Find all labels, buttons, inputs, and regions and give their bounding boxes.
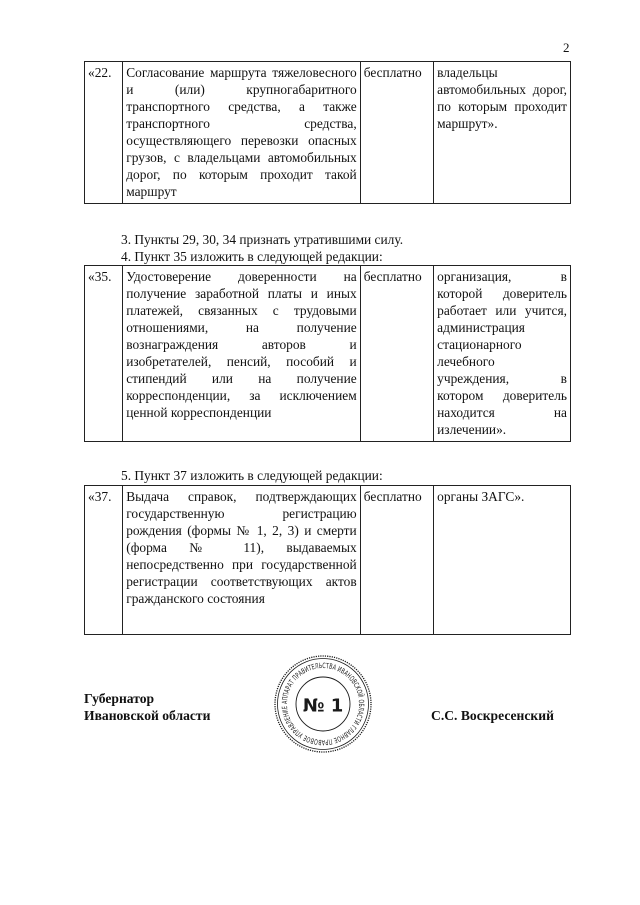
paragraph-4: 4. Пункт 35 изложить в следующей редакции:	[121, 249, 383, 264]
signatory-position	[84, 690, 210, 724]
table-row	[85, 266, 571, 442]
services-table-item-37	[84, 485, 571, 635]
paragraph-5: 5. Пункт 37 изложить в следующей редакции:	[121, 468, 383, 483]
stamp-ring-text: АППАРАТ ПРАВИТЕЛЬСТВА ИВАНОВСКОЙ ОБЛАСТИ ГЛАВНОЕ ПРАВОВОЕ УПРАВЛЕНИЕ	[279, 660, 367, 748]
item-number: «22.	[85, 62, 123, 204]
service-name: Согласование маршрута тяжеловесного и (или) крупногабаритного транспортного средства, а также транспортного средства, осуществляющего перевозки опасных грузов, с владельцами автомобильных дорог, по которым проходит такой маршрут	[123, 62, 360, 204]
signatory-position-line2: Ивановской области	[84, 708, 211, 723]
official-stamp	[273, 654, 373, 754]
service-price: бесплатно	[360, 266, 433, 442]
signatory-name: С.С. Воскресенский	[431, 708, 554, 723]
services-table-item-22	[84, 61, 571, 204]
table-row	[85, 486, 571, 635]
service-provider: владельцы автомобильных дорог, по которым проходит маршрут».	[434, 62, 571, 204]
page-number: 2	[563, 40, 570, 55]
paragraph-3: 3. Пункты 29, 30, 34 признать утратившими силу.	[121, 232, 404, 247]
service-provider: организация, в которой доверитель работает или учится, администрация стационарного лечебного учреждения, в котором доверитель находится на излечении».	[434, 266, 571, 442]
stamp-number: № 1	[302, 695, 344, 717]
services-table-item-35	[84, 265, 571, 442]
service-name: Выдача справок, подтверждающих государственную регистрацию рождения (формы № 1, 2, 3) и смерти (форма № 11), выдаваемых непосредственно при государственной регистрации соответствующих актов гражданского состояния	[123, 486, 360, 635]
table-row	[85, 62, 571, 204]
item-number: «37.	[85, 486, 123, 635]
service-price: бесплатно	[360, 486, 433, 635]
service-price: бесплатно	[360, 62, 433, 204]
service-name: Удостоверение доверенности на получение заработной платы и иных платежей, связанных с трудовыми отношениями, на получение вознаграждения авторов и изобретателей, пенсий, пособий и стипендий или на получение корреспонденции, за исключением ценной корреспонденции	[123, 266, 360, 442]
signatory-position-line1: Губернатор	[84, 691, 155, 706]
service-provider: органы ЗАГС».	[434, 486, 571, 635]
item-number: «35.	[85, 266, 123, 442]
